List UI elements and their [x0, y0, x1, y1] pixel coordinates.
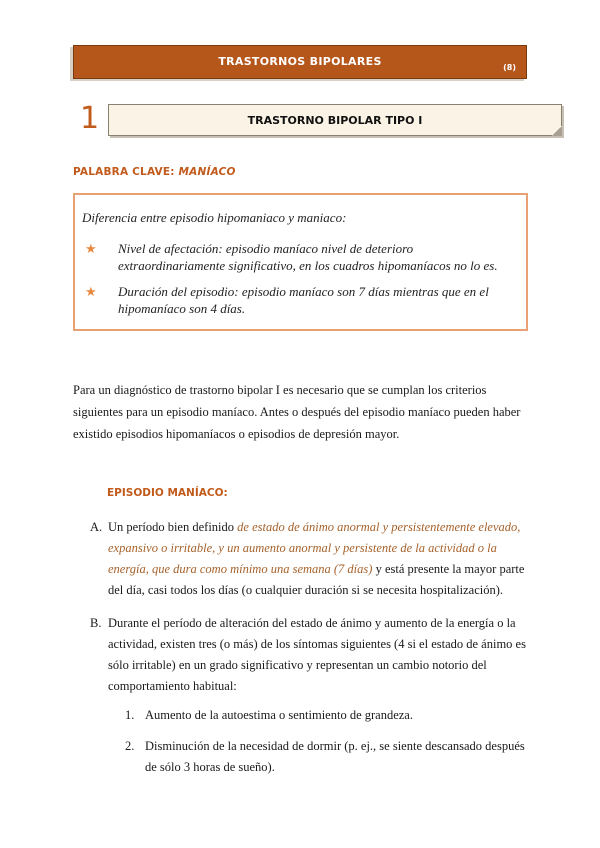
page-number: (8): [503, 63, 516, 72]
criterion-a: [90, 517, 530, 601]
keyword-label: PALABRA CLAVE:: [73, 166, 175, 178]
criterion-post: y está presente la mayor parte del día, casi todos los días (o cualquier duración si se necesita hospitalización).: [108, 562, 525, 597]
symptom-text: Disminución de la necesidad de dormir (p. ej., se siente descansado después de sólo 3 horas de sueño).: [145, 739, 525, 774]
criterion-text: Durante el período de alteración del estado de ánimo y aumento de la energía o la actividad, existen tres (o más) de los síntomas siguientes (4 si el estado de ánimo es sólo irritable) en un grado significativo y representan un cambio notorio del comportamiento habitual:: [108, 616, 526, 693]
chapter-title: TRASTORNO BIPOLAR TIPO I: [247, 114, 423, 127]
star-icon: ★: [85, 284, 97, 299]
symptom-number: 2.: [125, 739, 135, 753]
criterion-pre: Un período bien definido: [108, 520, 238, 534]
note-title: Diferencia entre episodio hipomaniaco y maniaco:: [82, 210, 347, 225]
note-item-text: Duración del episodio: episodio maníaco son 7 días mientras que en el hipomaníaco son 4 días.: [118, 284, 489, 316]
criterion-letter: B.: [90, 616, 102, 630]
note-item: [85, 240, 515, 274]
symptom-number: 1.: [125, 708, 135, 722]
criterion-highlight: de estado de ánimo anormal y persistentemente elevado, expansivo o irritable, y un aumento anormal y persistente de la actividad o la energía, que dura como mínimo una semana (7 días): [108, 520, 521, 576]
note-item: [85, 283, 515, 317]
star-icon: ★: [85, 241, 97, 256]
note-item-text: Nivel de afectación: episodio maníaco nivel de deterioro extraordinariamente significativo, en los cuadros hipomaníacos no lo es.: [118, 241, 498, 273]
criterion-text: [108, 517, 530, 601]
intro-paragraph: Para un diagnóstico de trastorno bipolar I es necesario que se cumplan los criterios siguientes para un episodio maníaco. Antes o después del episodio maníaco pueden haber existido episodios hipomaníacos o episodios de depresión mayor.: [73, 383, 521, 441]
header-bar: [73, 45, 527, 79]
chapter-title-box: [108, 104, 562, 136]
criterion-b: [90, 613, 530, 697]
criterion-letter: A.: [90, 520, 103, 534]
keyword-line: [73, 166, 236, 178]
header-title: TRASTORNOS BIPOLARES: [218, 55, 382, 68]
section-heading: EPISODIO MANÍACO:: [107, 487, 228, 499]
symptom-item: [125, 705, 530, 726]
chapter-number: 1: [80, 101, 100, 136]
symptom-item: [125, 736, 530, 778]
note-box: [73, 193, 528, 331]
keyword-value: MANÍACO: [178, 166, 236, 178]
symptom-text: Aumento de la autoestima o sentimiento de grandeza.: [145, 708, 413, 722]
